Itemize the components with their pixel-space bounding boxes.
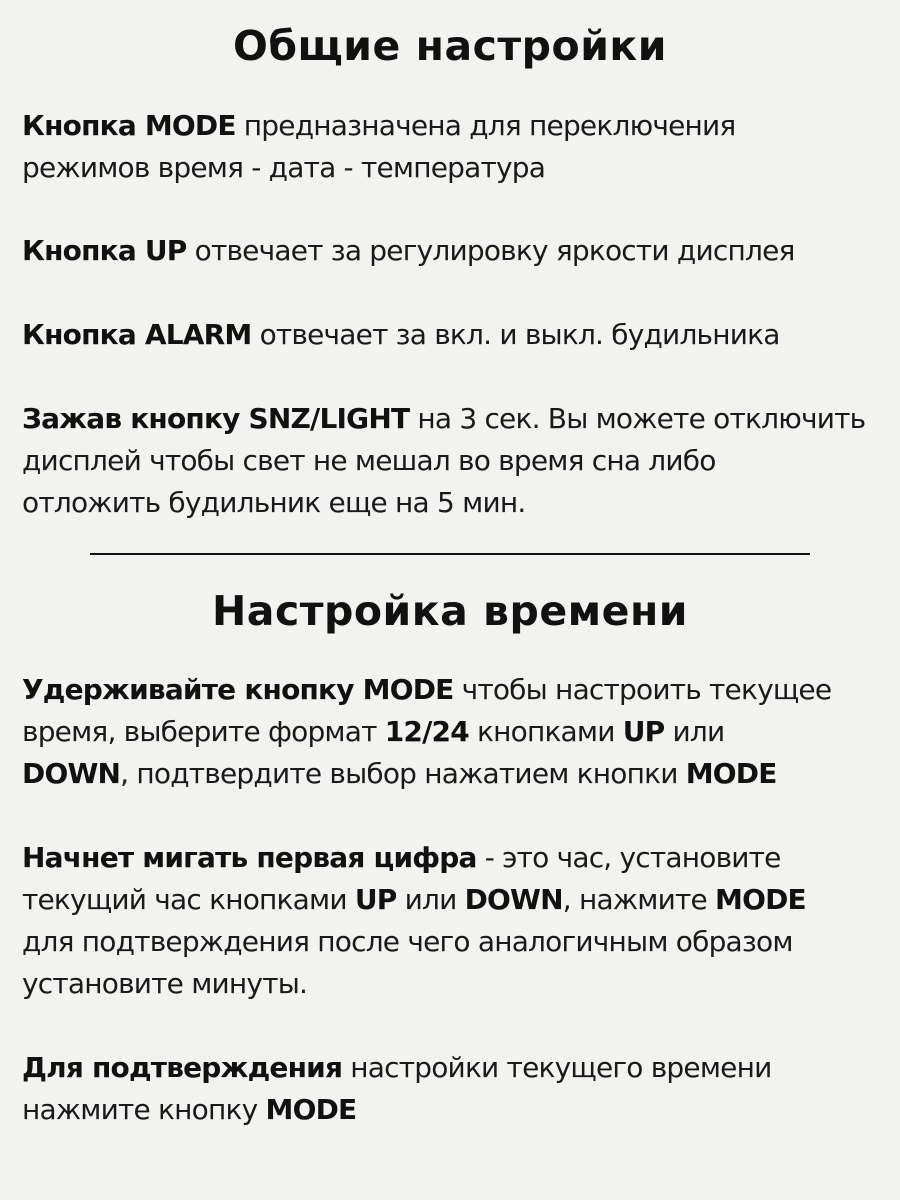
bold-text-run: Кнопка ALARM: [22, 318, 252, 351]
text-line: [22, 440, 892, 482]
bold-text-run: Начнет мигать первая цифра: [22, 841, 477, 874]
text-run: отвечает за регулировку яркости дисплея: [186, 234, 795, 267]
text-run: предназначена для переключения: [235, 109, 736, 142]
bold-text-run: UP: [354, 883, 397, 916]
section-title-time-setup: Настройка времени: [211, 587, 689, 635]
bold-text-run: 12/24: [384, 715, 469, 748]
paragraph-hour-setup: [22, 837, 892, 1005]
text-run: для подтверждения после чего аналогичным образом: [22, 925, 793, 958]
text-run: - это час, установите: [476, 841, 781, 874]
text-line: [22, 921, 892, 963]
bold-text-run: UP: [622, 715, 665, 748]
text-run: настройки текущего времени: [342, 1051, 772, 1084]
text-line: [22, 230, 892, 272]
bold-text-run: Удерживайте кнопку MODE: [22, 673, 454, 706]
bold-text-run: MODE: [265, 1093, 357, 1126]
text-line: [22, 482, 892, 524]
paragraph-mode-button: [22, 105, 892, 189]
bold-text-run: DOWN: [464, 883, 563, 916]
text-run: или: [664, 715, 725, 748]
bold-text-run: MODE: [715, 883, 806, 916]
text-line: [22, 1047, 892, 1089]
text-run: , нажмите: [562, 883, 716, 916]
paragraph-snz-light-button: [22, 398, 892, 524]
paragraph-hold-mode: [22, 669, 892, 795]
text-run: или: [396, 883, 465, 916]
text-run: дисплей чтобы свет не мешал во время сна либо: [22, 444, 716, 477]
text-line: [22, 147, 892, 189]
section-title-general-settings: Общие настройки: [233, 22, 667, 70]
paragraph-alarm-button: [22, 314, 892, 356]
text-run: на 3 сек. Вы можете отключить: [409, 402, 866, 435]
text-line: [22, 879, 892, 921]
text-line: [22, 314, 892, 356]
text-run: отвечает за вкл. и выкл. будильника: [251, 318, 780, 351]
text-line: [22, 963, 892, 1005]
text-line: [22, 711, 892, 753]
bold-text-run: Кнопка MODE: [22, 109, 236, 142]
bold-text-run: Кнопка UP: [22, 234, 187, 267]
text-line: [22, 105, 892, 147]
text-run: отложить будильник еще на 5 мин.: [22, 486, 526, 519]
text-line: [22, 753, 892, 795]
text-line: [22, 398, 892, 440]
text-run: установите минуты.: [22, 967, 308, 1000]
text-run: время, выберите формат: [22, 715, 385, 748]
text-line: [22, 837, 892, 879]
text-run: кнопками: [468, 715, 623, 748]
bold-text-run: MODE: [685, 757, 777, 790]
bold-text-run: DOWN: [22, 757, 121, 790]
text-run: нажмите кнопку: [22, 1093, 266, 1126]
text-line: [22, 669, 892, 711]
text-run: чтобы настроить текущее: [453, 673, 832, 706]
bold-text-run: Зажав кнопку SNZ/LIGHT: [22, 402, 410, 435]
text-line: [22, 1089, 892, 1131]
paragraph-confirm: [22, 1047, 892, 1131]
text-run: режимов время - дата - температура: [22, 151, 546, 184]
section-divider: [90, 553, 810, 555]
text-run: , подтвердите выбор нажатием кнопки: [120, 757, 686, 790]
text-run: текущий час кнопками: [22, 883, 355, 916]
paragraph-up-button: [22, 230, 892, 272]
bold-text-run: Для подтверждения: [22, 1051, 343, 1084]
